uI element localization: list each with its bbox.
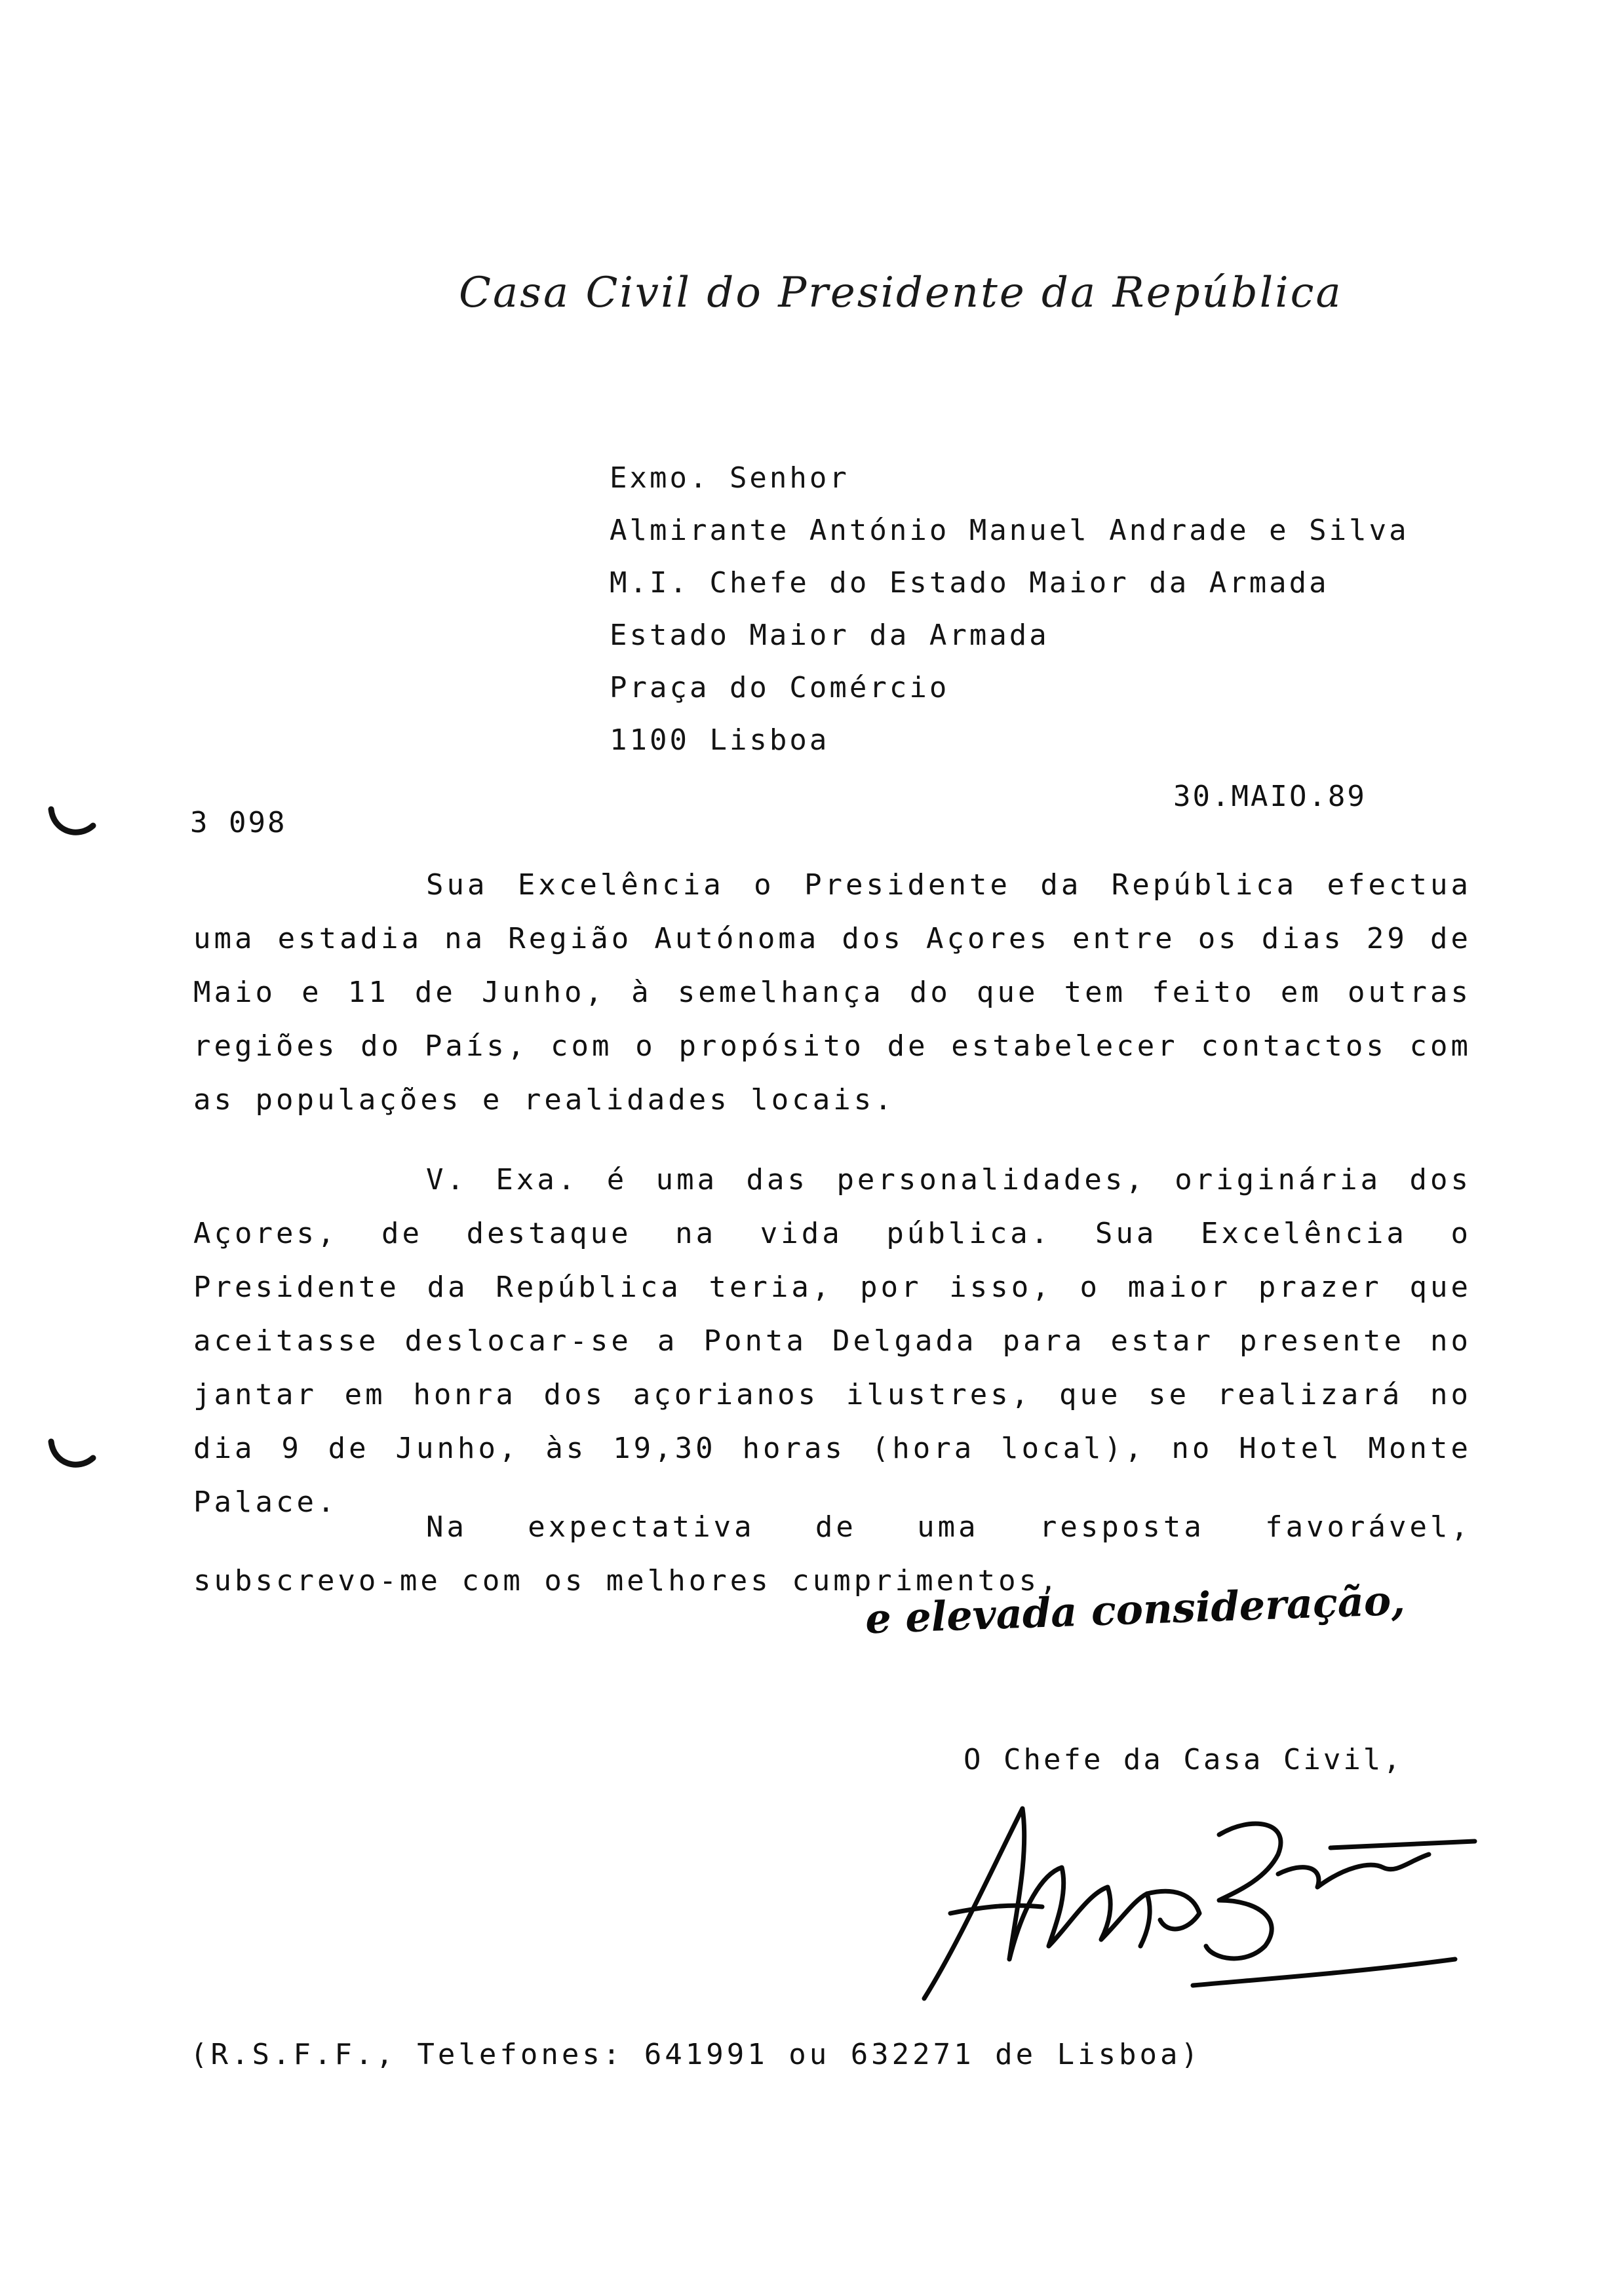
body-paragraph-2 bbox=[193, 1153, 1471, 1529]
body-paragraph-3-text: Na expectativa de uma resposta favorável, subscrevo-me com os melhores cumprimentos, bbox=[193, 1510, 1471, 1598]
recipient-city: 1100 Lisboa bbox=[610, 723, 830, 757]
footer-contact: (R.S.F.F., Telefones: 641991 ou 632271 de Lisboa) bbox=[190, 2038, 1202, 2071]
recipient-address bbox=[610, 452, 1409, 767]
body-paragraph-1 bbox=[193, 858, 1471, 1127]
punch-hole-mark-bottom bbox=[46, 1435, 98, 1474]
signature bbox=[911, 1795, 1488, 2012]
recipient-title: M.I. Chefe do Estado Maior da Armada bbox=[610, 566, 1329, 600]
handwritten-note: e elevada consideração, bbox=[864, 1576, 1406, 1643]
reference-number: 3 098 bbox=[190, 806, 287, 839]
punch-hole-mark-top bbox=[46, 803, 98, 842]
recipient-office: Estado Maior da Armada bbox=[610, 619, 1049, 652]
letter-date: 30.MAIO.89 bbox=[1173, 780, 1367, 813]
closing-line: O Chefe da Casa Civil, bbox=[963, 1743, 1403, 1776]
recipient-name: Almirante António Manuel Andrade e Silva bbox=[610, 514, 1409, 547]
letterhead: Casa Civil do Presidente da República bbox=[459, 269, 1343, 317]
body-paragraph-2-text: V. Exa. é uma das personalidades, originária dos Açores, de destaque na vida pública. Sua Excelência o Presidente da República teria, por isso, o maior prazer que aceitasse deslocar-se a Ponta Delgada para estar presente no jantar em honra dos açorianos ilustres, que se realizará no dia 9 de Junho, às 19,30 horas (hora local), no Hotel Monte Palace. bbox=[193, 1163, 1471, 1519]
recipient-salutation: Exmo. Senhor bbox=[610, 461, 849, 495]
body-paragraph-1-text: Sua Excelência o Presidente da República efectua uma estadia na Região Autónoma dos Açores entre os dias 29 de Maio e 11 de Junho, à semelhança do que tem feito em outras regiões do País, com o propósito de estabelecer contactos com as populações e realidades locais. bbox=[193, 868, 1471, 1117]
recipient-street: Praça do Comércio bbox=[610, 671, 950, 704]
